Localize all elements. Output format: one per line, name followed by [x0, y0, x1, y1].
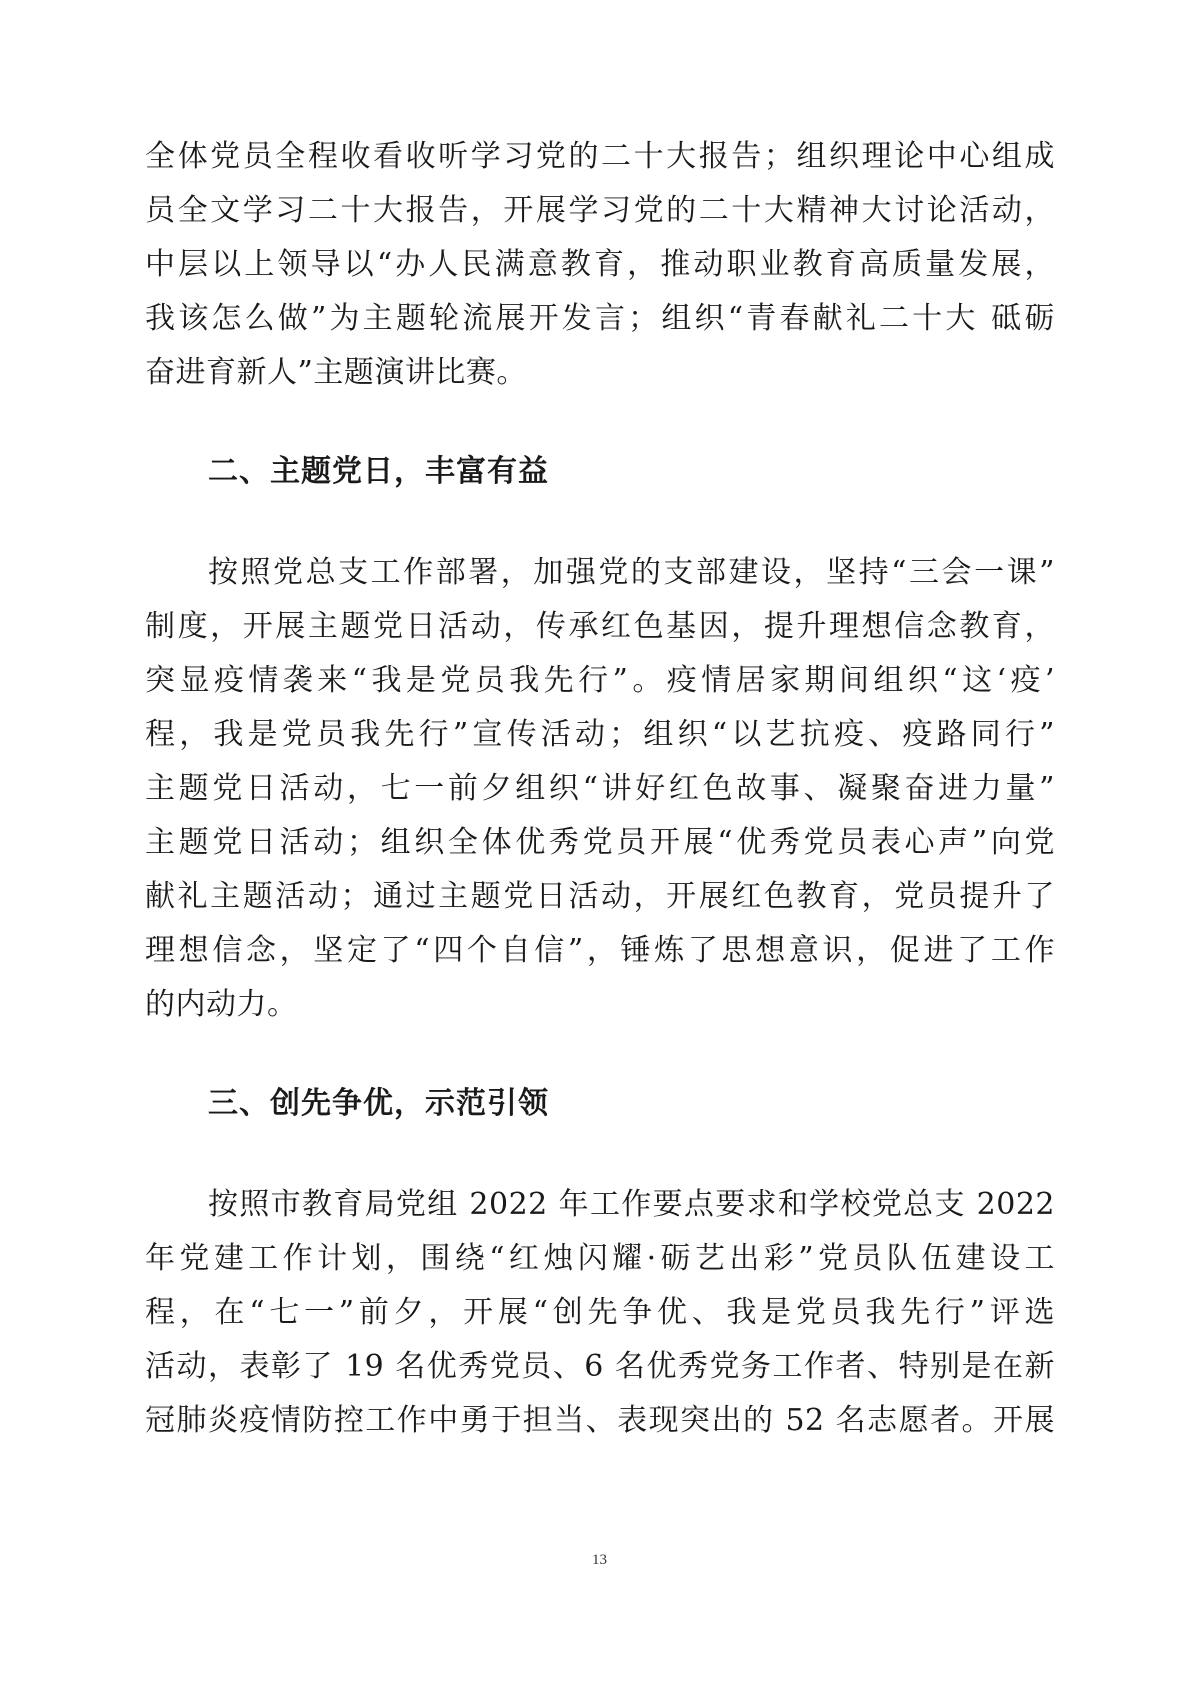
- paragraph-line: 主题党日活动；组织全体优秀党员开展“优秀党员表心声”向党: [145, 825, 1055, 860]
- paragraph-line: 活动，表彰了 19 名优秀党员、6 名优秀党务工作者、特别是在新: [145, 1349, 1055, 1384]
- paragraph-line: 程，在“七一”前夕，开展“创先争优、我是党员我先行”评选: [145, 1295, 1055, 1330]
- paragraph-line: 程，我是党员我先行”宣传活动；组织“以艺抗疫、疫路同行”: [145, 717, 1055, 752]
- section-heading-2: 二、主题党日，丰富有益: [208, 454, 549, 489]
- paragraph-line: 主题党日活动，七一前夕组织“讲好红色故事、凝聚奋进力量”: [145, 771, 1055, 806]
- paragraph-line: 的内动力。: [145, 987, 298, 1022]
- paragraph-line: 献礼主题活动；通过主题党日活动，开展红色教育，党员提升了: [145, 879, 1055, 914]
- paragraph-line: 中层以上领导以“办人民满意教育，推动职业教育高质量发展，: [145, 247, 1055, 282]
- paragraph-line: 员全文学习二十大报告，开展学习党的二十大精神大讨论活动，: [145, 193, 1055, 228]
- paragraph-line: 全体党员全程收看收听学习党的二十大报告；组织理论中心组成: [145, 139, 1055, 174]
- paragraph-line: 按照党总支工作部署，加强党的支部建设，坚持“三会一课”: [208, 555, 1055, 590]
- paragraph-line: 制度，开展主题党日活动，传承红色基因，提升理想信念教育，: [145, 609, 1055, 644]
- paragraph-line: 突显疫情袭来“我是党员我先行”。疫情居家期间组织“这‘疫’: [145, 663, 1055, 698]
- paragraph-line: 按照市教育局党组 2022 年工作要点要求和学校党总支 2022: [208, 1187, 1055, 1222]
- page-number: 13: [592, 1552, 607, 1568]
- section-heading-3: 三、创先争优，示范引领: [208, 1086, 549, 1121]
- paragraph-line: 理想信念，坚定了“四个自信”，锤炼了思想意识，促进了工作: [145, 933, 1055, 968]
- paragraph-line: 冠肺炎疫情防控工作中勇于担当、表现突出的 52 名志愿者。开展: [145, 1403, 1055, 1438]
- paragraph-line: 我该怎么做”为主题轮流展开发言；组织“青春献礼二十大 砥砺: [145, 301, 1055, 336]
- paragraph-line: 年党建工作计划，围绕“红烛闪耀·砺艺出彩”党员队伍建设工: [145, 1241, 1055, 1276]
- paragraph-line: 奋进育新人”主题演讲比赛。: [145, 355, 527, 390]
